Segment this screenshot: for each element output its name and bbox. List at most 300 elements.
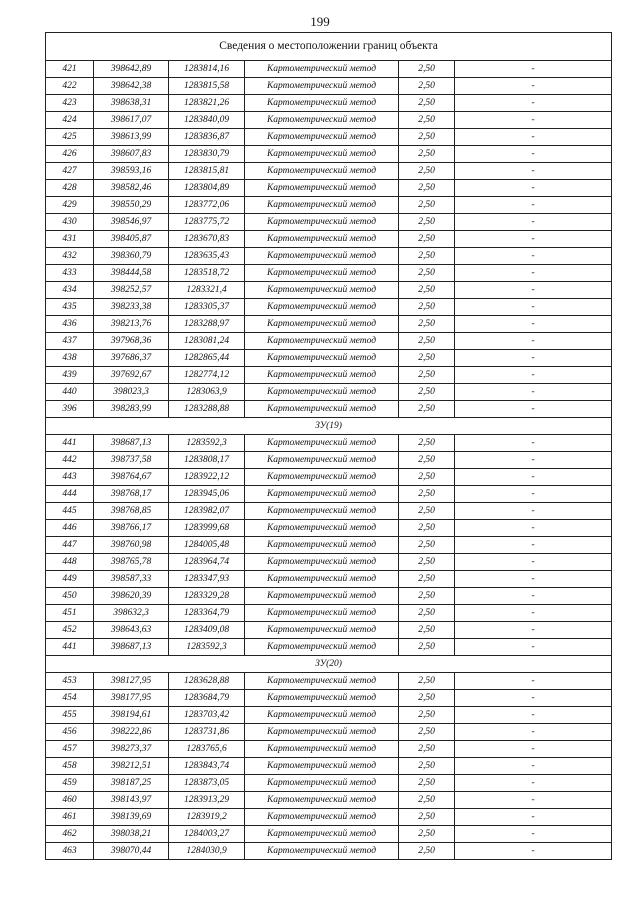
note-cell: - — [455, 588, 612, 605]
note-cell: - — [455, 622, 612, 639]
note-cell: - — [455, 435, 612, 452]
accuracy-cell: 2,50 — [399, 452, 455, 469]
x-coordinate-cell: 398687,13 — [94, 639, 169, 656]
accuracy-cell: 2,50 — [399, 809, 455, 826]
note-cell: - — [455, 554, 612, 571]
y-coordinate-cell: 1283592,3 — [169, 435, 245, 452]
table-row — [46, 401, 612, 418]
table-row — [46, 758, 612, 775]
table-row — [46, 707, 612, 724]
table-row — [46, 265, 612, 282]
note-cell: - — [455, 605, 612, 622]
method-cell: Картометрический метод — [245, 299, 399, 316]
note-cell: - — [455, 826, 612, 843]
y-coordinate-cell: 1283765,6 — [169, 741, 245, 758]
method-cell: Картометрический метод — [245, 724, 399, 741]
accuracy-cell: 2,50 — [399, 724, 455, 741]
accuracy-cell: 2,50 — [399, 163, 455, 180]
accuracy-cell: 2,50 — [399, 673, 455, 690]
note-cell: - — [455, 316, 612, 333]
accuracy-cell: 2,50 — [399, 112, 455, 129]
y-coordinate-cell: 1283063,9 — [169, 384, 245, 401]
table-row — [46, 537, 612, 554]
note-cell: - — [455, 299, 612, 316]
method-cell: Картометрический метод — [245, 690, 399, 707]
point-number-cell: 452 — [46, 622, 94, 639]
point-number-cell: 445 — [46, 503, 94, 520]
x-coordinate-cell: 398213,76 — [94, 316, 169, 333]
table-row — [46, 333, 612, 350]
y-coordinate-cell: 1283635,43 — [169, 248, 245, 265]
point-number-cell: 458 — [46, 758, 94, 775]
table-body — [46, 61, 612, 860]
table-title: Сведения о местоположении границ объекта — [46, 33, 612, 61]
note-cell: - — [455, 78, 612, 95]
accuracy-cell: 2,50 — [399, 299, 455, 316]
y-coordinate-cell: 1283684,79 — [169, 690, 245, 707]
method-cell: Картометрический метод — [245, 214, 399, 231]
table-row — [46, 180, 612, 197]
method-cell: Картометрический метод — [245, 639, 399, 656]
method-cell: Картометрический метод — [245, 826, 399, 843]
note-cell: - — [455, 180, 612, 197]
table-row — [46, 61, 612, 78]
point-number-cell: 424 — [46, 112, 94, 129]
x-coordinate-cell: 398582,46 — [94, 180, 169, 197]
method-cell: Картометрический метод — [245, 554, 399, 571]
y-coordinate-cell: 1283364,79 — [169, 605, 245, 622]
accuracy-cell: 2,50 — [399, 61, 455, 78]
y-coordinate-cell: 1283329,28 — [169, 588, 245, 605]
point-number-cell: 442 — [46, 452, 94, 469]
point-number-cell: 461 — [46, 809, 94, 826]
accuracy-cell: 2,50 — [399, 129, 455, 146]
point-number-cell: 436 — [46, 316, 94, 333]
table-row — [46, 792, 612, 809]
note-cell: - — [455, 282, 612, 299]
point-number-cell: 423 — [46, 95, 94, 112]
x-coordinate-cell: 398617,07 — [94, 112, 169, 129]
y-coordinate-cell: 1283919,2 — [169, 809, 245, 826]
method-cell: Картометрический метод — [245, 282, 399, 299]
point-number-cell: 435 — [46, 299, 94, 316]
x-coordinate-cell: 398632,3 — [94, 605, 169, 622]
point-number-cell: 449 — [46, 571, 94, 588]
section-row — [46, 656, 612, 673]
table-row — [46, 452, 612, 469]
x-coordinate-cell: 398273,37 — [94, 741, 169, 758]
table-row — [46, 214, 612, 231]
table-row — [46, 639, 612, 656]
method-cell: Картометрический метод — [245, 775, 399, 792]
point-number-cell: 439 — [46, 367, 94, 384]
point-number-cell: 432 — [46, 248, 94, 265]
method-cell: Картометрический метод — [245, 588, 399, 605]
y-coordinate-cell: 1284005,48 — [169, 537, 245, 554]
point-number-cell: 451 — [46, 605, 94, 622]
method-cell: Картометрический метод — [245, 401, 399, 418]
table-row — [46, 622, 612, 639]
point-number-cell: 457 — [46, 741, 94, 758]
y-coordinate-cell: 1283703,42 — [169, 707, 245, 724]
note-cell: - — [455, 61, 612, 78]
accuracy-cell: 2,50 — [399, 316, 455, 333]
method-cell: Картометрический метод — [245, 520, 399, 537]
accuracy-cell: 2,50 — [399, 180, 455, 197]
x-coordinate-cell: 398127,95 — [94, 673, 169, 690]
accuracy-cell: 2,50 — [399, 605, 455, 622]
x-coordinate-cell: 398194,61 — [94, 707, 169, 724]
x-coordinate-cell: 398766,17 — [94, 520, 169, 537]
point-number-cell: 460 — [46, 792, 94, 809]
point-number-cell: 428 — [46, 180, 94, 197]
note-cell: - — [455, 758, 612, 775]
table-row — [46, 503, 612, 520]
note-cell: - — [455, 384, 612, 401]
table-row — [46, 282, 612, 299]
table-row — [46, 724, 612, 741]
x-coordinate-cell: 398038,21 — [94, 826, 169, 843]
method-cell: Картометрический метод — [245, 95, 399, 112]
method-cell: Картометрический метод — [245, 163, 399, 180]
table-row — [46, 809, 612, 826]
table-row — [46, 435, 612, 452]
note-cell: - — [455, 639, 612, 656]
note-cell: - — [455, 843, 612, 860]
table-row — [46, 163, 612, 180]
x-coordinate-cell: 398070,44 — [94, 843, 169, 860]
y-coordinate-cell: 1283518,72 — [169, 265, 245, 282]
point-number-cell: 453 — [46, 673, 94, 690]
y-coordinate-cell: 1283815,81 — [169, 163, 245, 180]
accuracy-cell: 2,50 — [399, 214, 455, 231]
x-coordinate-cell: 398405,87 — [94, 231, 169, 248]
y-coordinate-cell: 1283945,06 — [169, 486, 245, 503]
note-cell: - — [455, 792, 612, 809]
section-label: ЗУ(19) — [46, 418, 612, 435]
accuracy-cell: 2,50 — [399, 639, 455, 656]
point-number-cell: 441 — [46, 639, 94, 656]
method-cell: Картометрический метод — [245, 741, 399, 758]
x-coordinate-cell: 398139,69 — [94, 809, 169, 826]
table-row — [46, 78, 612, 95]
accuracy-cell: 2,50 — [399, 248, 455, 265]
table-row — [46, 486, 612, 503]
y-coordinate-cell: 1283628,88 — [169, 673, 245, 690]
accuracy-cell: 2,50 — [399, 384, 455, 401]
y-coordinate-cell: 1283830,79 — [169, 146, 245, 163]
x-coordinate-cell: 398687,13 — [94, 435, 169, 452]
method-cell: Картометрический метод — [245, 265, 399, 282]
x-coordinate-cell: 398360,79 — [94, 248, 169, 265]
table-title-row — [46, 33, 612, 61]
x-coordinate-cell: 398252,57 — [94, 282, 169, 299]
note-cell: - — [455, 333, 612, 350]
accuracy-cell: 2,50 — [399, 367, 455, 384]
boundary-coordinates-table — [45, 32, 612, 860]
y-coordinate-cell: 1283775,72 — [169, 214, 245, 231]
accuracy-cell: 2,50 — [399, 146, 455, 163]
x-coordinate-cell: 398143,97 — [94, 792, 169, 809]
x-coordinate-cell: 398643,63 — [94, 622, 169, 639]
y-coordinate-cell: 1283873,05 — [169, 775, 245, 792]
point-number-cell: 425 — [46, 129, 94, 146]
point-number-cell: 433 — [46, 265, 94, 282]
method-cell: Картометрический метод — [245, 809, 399, 826]
accuracy-cell: 2,50 — [399, 350, 455, 367]
method-cell: Картометрический метод — [245, 180, 399, 197]
accuracy-cell: 2,50 — [399, 469, 455, 486]
y-coordinate-cell: 1283836,87 — [169, 129, 245, 146]
method-cell: Картометрический метод — [245, 231, 399, 248]
note-cell: - — [455, 452, 612, 469]
point-number-cell: 444 — [46, 486, 94, 503]
method-cell: Картометрический метод — [245, 384, 399, 401]
note-cell: - — [455, 129, 612, 146]
method-cell: Картометрический метод — [245, 367, 399, 384]
y-coordinate-cell: 1283288,88 — [169, 401, 245, 418]
y-coordinate-cell: 1283347,93 — [169, 571, 245, 588]
x-coordinate-cell: 398177,95 — [94, 690, 169, 707]
table-row — [46, 826, 612, 843]
table-row — [46, 469, 612, 486]
table-row — [46, 112, 612, 129]
x-coordinate-cell: 398620,39 — [94, 588, 169, 605]
y-coordinate-cell: 1283840,09 — [169, 112, 245, 129]
point-number-cell: 422 — [46, 78, 94, 95]
method-cell: Картометрический метод — [245, 622, 399, 639]
method-cell: Картометрический метод — [245, 486, 399, 503]
table-row — [46, 775, 612, 792]
method-cell: Картометрический метод — [245, 452, 399, 469]
point-number-cell: 430 — [46, 214, 94, 231]
accuracy-cell: 2,50 — [399, 265, 455, 282]
page-number: 199 — [310, 14, 330, 29]
method-cell: Картометрический метод — [245, 129, 399, 146]
point-number-cell: 447 — [46, 537, 94, 554]
accuracy-cell: 2,50 — [399, 520, 455, 537]
accuracy-cell: 2,50 — [399, 435, 455, 452]
y-coordinate-cell: 1282774,12 — [169, 367, 245, 384]
point-number-cell: 396 — [46, 401, 94, 418]
y-coordinate-cell: 1283843,74 — [169, 758, 245, 775]
note-cell: - — [455, 486, 612, 503]
method-cell: Картометрический метод — [245, 112, 399, 129]
point-number-cell: 443 — [46, 469, 94, 486]
x-coordinate-cell: 398212,51 — [94, 758, 169, 775]
note-cell: - — [455, 809, 612, 826]
accuracy-cell: 2,50 — [399, 690, 455, 707]
y-coordinate-cell: 1283964,74 — [169, 554, 245, 571]
table-row — [46, 690, 612, 707]
method-cell: Картометрический метод — [245, 350, 399, 367]
x-coordinate-cell: 398550,29 — [94, 197, 169, 214]
table-row — [46, 248, 612, 265]
accuracy-cell: 2,50 — [399, 741, 455, 758]
accuracy-cell: 2,50 — [399, 503, 455, 520]
point-number-cell: 431 — [46, 231, 94, 248]
point-number-cell: 421 — [46, 61, 94, 78]
method-cell: Картометрический метод — [245, 316, 399, 333]
method-cell: Картометрический метод — [245, 197, 399, 214]
method-cell: Картометрический метод — [245, 758, 399, 775]
point-number-cell: 427 — [46, 163, 94, 180]
accuracy-cell: 2,50 — [399, 588, 455, 605]
x-coordinate-cell: 398737,58 — [94, 452, 169, 469]
point-number-cell: 448 — [46, 554, 94, 571]
accuracy-cell: 2,50 — [399, 758, 455, 775]
x-coordinate-cell: 398642,89 — [94, 61, 169, 78]
method-cell: Картометрический метод — [245, 571, 399, 588]
note-cell: - — [455, 367, 612, 384]
x-coordinate-cell: 397968,36 — [94, 333, 169, 350]
method-cell: Картометрический метод — [245, 537, 399, 554]
table-row — [46, 588, 612, 605]
note-cell: - — [455, 775, 612, 792]
point-number-cell: 462 — [46, 826, 94, 843]
y-coordinate-cell: 1283922,12 — [169, 469, 245, 486]
x-coordinate-cell: 398546,97 — [94, 214, 169, 231]
accuracy-cell: 2,50 — [399, 401, 455, 418]
y-coordinate-cell: 1283409,08 — [169, 622, 245, 639]
note-cell: - — [455, 503, 612, 520]
table-row — [46, 571, 612, 588]
note-cell: - — [455, 265, 612, 282]
x-coordinate-cell: 398283,99 — [94, 401, 169, 418]
y-coordinate-cell: 1284003,27 — [169, 826, 245, 843]
note-cell: - — [455, 707, 612, 724]
y-coordinate-cell: 1283288,97 — [169, 316, 245, 333]
point-number-cell: 456 — [46, 724, 94, 741]
note-cell: - — [455, 537, 612, 554]
method-cell: Картометрический метод — [245, 605, 399, 622]
method-cell: Картометрический метод — [245, 61, 399, 78]
accuracy-cell: 2,50 — [399, 282, 455, 299]
table-row — [46, 520, 612, 537]
point-number-cell: 454 — [46, 690, 94, 707]
accuracy-cell: 2,50 — [399, 537, 455, 554]
method-cell: Картометрический метод — [245, 78, 399, 95]
note-cell: - — [455, 401, 612, 418]
table-row — [46, 384, 612, 401]
method-cell: Картометрический метод — [245, 707, 399, 724]
table-row — [46, 605, 612, 622]
note-cell: - — [455, 163, 612, 180]
y-coordinate-cell: 1283982,07 — [169, 503, 245, 520]
point-number-cell: 426 — [46, 146, 94, 163]
y-coordinate-cell: 1283814,16 — [169, 61, 245, 78]
x-coordinate-cell: 398765,78 — [94, 554, 169, 571]
x-coordinate-cell: 398764,67 — [94, 469, 169, 486]
method-cell: Картометрический метод — [245, 673, 399, 690]
section-label: ЗУ(20) — [46, 656, 612, 673]
note-cell: - — [455, 350, 612, 367]
note-cell: - — [455, 673, 612, 690]
accuracy-cell: 2,50 — [399, 792, 455, 809]
note-cell: - — [455, 571, 612, 588]
method-cell: Картометрический метод — [245, 469, 399, 486]
accuracy-cell: 2,50 — [399, 775, 455, 792]
x-coordinate-cell: 398187,25 — [94, 775, 169, 792]
y-coordinate-cell: 1283081,24 — [169, 333, 245, 350]
table-row — [46, 843, 612, 860]
point-number-cell: 441 — [46, 435, 94, 452]
note-cell: - — [455, 197, 612, 214]
accuracy-cell: 2,50 — [399, 197, 455, 214]
point-number-cell: 438 — [46, 350, 94, 367]
accuracy-cell: 2,50 — [399, 571, 455, 588]
accuracy-cell: 2,50 — [399, 622, 455, 639]
method-cell: Картометрический метод — [245, 435, 399, 452]
x-coordinate-cell: 397686,37 — [94, 350, 169, 367]
x-coordinate-cell: 397692,67 — [94, 367, 169, 384]
x-coordinate-cell: 398444,58 — [94, 265, 169, 282]
y-coordinate-cell: 1283772,06 — [169, 197, 245, 214]
table-row — [46, 129, 612, 146]
y-coordinate-cell: 1283821,26 — [169, 95, 245, 112]
x-coordinate-cell: 398760,98 — [94, 537, 169, 554]
y-coordinate-cell: 1282865,44 — [169, 350, 245, 367]
y-coordinate-cell: 1283808,17 — [169, 452, 245, 469]
x-coordinate-cell: 398638,31 — [94, 95, 169, 112]
accuracy-cell: 2,50 — [399, 554, 455, 571]
note-cell: - — [455, 146, 612, 163]
y-coordinate-cell: 1283731,86 — [169, 724, 245, 741]
accuracy-cell: 2,50 — [399, 486, 455, 503]
accuracy-cell: 2,50 — [399, 333, 455, 350]
x-coordinate-cell: 398587,33 — [94, 571, 169, 588]
table-row — [46, 197, 612, 214]
note-cell: - — [455, 724, 612, 741]
accuracy-cell: 2,50 — [399, 707, 455, 724]
note-cell: - — [455, 214, 612, 231]
table-row — [46, 231, 612, 248]
method-cell: Картометрический метод — [245, 333, 399, 350]
section-row — [46, 418, 612, 435]
note-cell: - — [455, 690, 612, 707]
method-cell: Картометрический метод — [245, 503, 399, 520]
note-cell: - — [455, 231, 612, 248]
point-number-cell: 463 — [46, 843, 94, 860]
y-coordinate-cell: 1283913,29 — [169, 792, 245, 809]
x-coordinate-cell: 398613,99 — [94, 129, 169, 146]
note-cell: - — [455, 520, 612, 537]
point-number-cell: 440 — [46, 384, 94, 401]
table-row — [46, 350, 612, 367]
note-cell: - — [455, 248, 612, 265]
note-cell: - — [455, 469, 612, 486]
x-coordinate-cell: 398607,83 — [94, 146, 169, 163]
point-number-cell: 455 — [46, 707, 94, 724]
point-number-cell: 429 — [46, 197, 94, 214]
x-coordinate-cell: 398768,85 — [94, 503, 169, 520]
x-coordinate-cell: 398768,17 — [94, 486, 169, 503]
y-coordinate-cell: 1284030,9 — [169, 843, 245, 860]
table-row — [46, 367, 612, 384]
x-coordinate-cell: 398023,3 — [94, 384, 169, 401]
x-coordinate-cell: 398222,86 — [94, 724, 169, 741]
accuracy-cell: 2,50 — [399, 78, 455, 95]
accuracy-cell: 2,50 — [399, 231, 455, 248]
point-number-cell: 434 — [46, 282, 94, 299]
y-coordinate-cell: 1283670,83 — [169, 231, 245, 248]
table-row — [46, 299, 612, 316]
note-cell: - — [455, 112, 612, 129]
accuracy-cell: 2,50 — [399, 843, 455, 860]
x-coordinate-cell: 398233,38 — [94, 299, 169, 316]
method-cell: Картометрический метод — [245, 792, 399, 809]
point-number-cell: 459 — [46, 775, 94, 792]
